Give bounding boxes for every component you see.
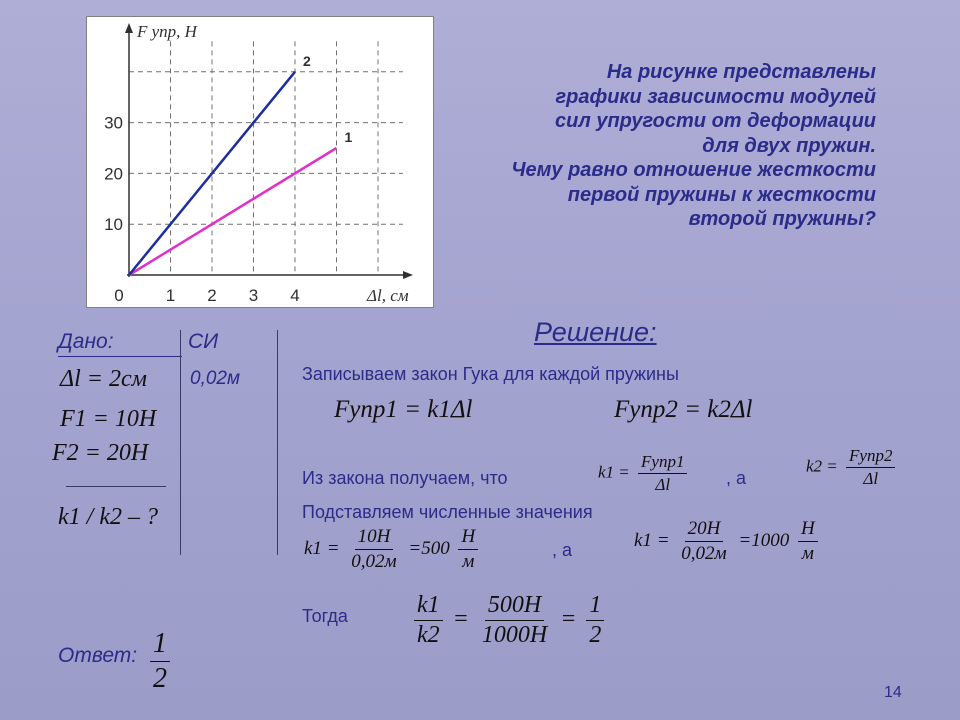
unit-denominator: м xyxy=(462,551,475,572)
fraction-numerator: k1 xyxy=(414,592,443,621)
step-derive: Из закона получаем, что xyxy=(302,468,508,488)
given-f1: F1 = 10Н xyxy=(60,406,157,432)
fraction-500-over-1000 xyxy=(479,592,550,649)
fraction-20h-over-002m xyxy=(678,518,729,565)
unit-numerator: Н xyxy=(458,526,478,550)
x-tick-label: 0 xyxy=(114,286,124,305)
unit-numerator: Н xyxy=(798,518,818,542)
k1-symbol: k1 xyxy=(304,537,322,559)
step-then: Тогда xyxy=(302,606,348,626)
calc-k2: k1 = $\frac{20Н}{0,02м}$ =1000 $\frac{Н}{м}$ xyxy=(634,518,822,565)
k2-symbol: k2 xyxy=(806,456,823,476)
si-label: СИ xyxy=(188,330,219,353)
y-tick-label: 30 xyxy=(104,113,123,133)
given-label: Дано: xyxy=(58,330,114,353)
question-line: Чему равно отношение жесткости xyxy=(511,159,876,181)
y-axis-arrow xyxy=(125,23,133,33)
question-line: для двух пружин. xyxy=(702,134,876,157)
final-ratio: $\frac{k1}{k2}$ = $\frac{500Н}{1000Н}$ = $\frac{1}{2}$ xyxy=(410,592,608,649)
fraction-numerator: 500Н xyxy=(485,592,544,621)
page-number: 14 xyxy=(884,684,902,701)
si-value: 0,02м xyxy=(190,368,241,389)
answer-fraction xyxy=(150,628,170,695)
x-axis-label: Δl, см xyxy=(367,286,409,305)
series-label: 1 xyxy=(344,129,353,145)
fraction-denominator: Δl xyxy=(655,475,671,494)
hooke-equation-1: Fупр1 = k1Δl xyxy=(334,396,473,423)
unit-fraction xyxy=(458,526,478,573)
y-tick-label: 10 xyxy=(104,215,123,235)
step-substitute: Подставляем численные значения xyxy=(302,502,593,522)
step-hooke-law: Записываем закон Гука для каждой пружины xyxy=(302,364,679,384)
fraction-one-half xyxy=(586,592,604,649)
fraction-k1-over-k2 xyxy=(414,592,443,649)
given-underline xyxy=(58,356,182,357)
fraction-numerator: 10Н xyxy=(355,526,394,550)
y-tick-label: 20 xyxy=(104,164,123,184)
fraction-f1-over-dl xyxy=(638,452,687,495)
force-deformation-chart xyxy=(87,17,433,307)
fraction-denominator: 0,02м xyxy=(351,551,397,572)
answer-value xyxy=(146,628,174,695)
question-line: графики зависимости модулей xyxy=(555,85,876,108)
unit-denominator: м xyxy=(801,543,814,564)
find-separator xyxy=(66,486,166,487)
x-tick-label: 1 xyxy=(165,286,176,305)
fraction-f2-over-dl xyxy=(846,446,895,489)
find-ratio: k1 / k2 – ? xyxy=(58,504,158,530)
given-delta-l: Δl = 2см xyxy=(60,366,147,392)
hooke-equation-2: Fупр2 = k2Δl xyxy=(614,396,753,423)
question-line: сил упругости от деформации xyxy=(555,110,876,132)
fraction-numerator: Fупр2 xyxy=(846,446,895,468)
fraction-denominator: Δl xyxy=(863,469,879,488)
series-line-2 xyxy=(129,72,295,275)
fraction-denominator: 1000Н xyxy=(481,622,548,648)
series-line-1 xyxy=(129,148,337,275)
fraction-numerator: 1 xyxy=(150,628,170,662)
result-value: 500 xyxy=(421,537,450,559)
x-tick-label: 4 xyxy=(290,286,300,305)
fraction-numerator: 20Н xyxy=(685,518,724,542)
fraction-denominator: 0,02м xyxy=(681,543,727,564)
fraction-numerator: Fупр1 xyxy=(638,452,687,474)
si-divider xyxy=(277,330,278,555)
fraction-denominator: 2 xyxy=(589,622,602,648)
result-value: 1000 xyxy=(751,529,790,551)
fraction-numerator: 1 xyxy=(586,592,604,621)
x-axis-arrow xyxy=(403,271,413,279)
unit-fraction xyxy=(798,518,818,565)
question-line: первой пружины к жесткости xyxy=(567,183,876,206)
formula-k1: k1 = $\frac{\text{Fупр1}}{\Delta l}$ xyxy=(598,452,691,495)
fraction-10h-over-002m xyxy=(348,526,399,573)
problem-statement xyxy=(440,60,876,232)
answer-label: Ответ: xyxy=(58,644,138,667)
calc-k1: k1 = $\frac{10Н}{0,02м}$ =500 $\frac{Н}{м}$ xyxy=(304,526,482,573)
conjunction-a: , а xyxy=(726,468,747,488)
question-line: На рисунке представлены xyxy=(606,61,876,83)
k1-symbol: k1 xyxy=(598,462,615,482)
k1-symbol: k1 xyxy=(634,529,652,551)
series-label: 2 xyxy=(303,52,311,69)
chart-panel xyxy=(86,16,434,308)
x-tick-label: 3 xyxy=(248,286,259,305)
fraction-denominator: k2 xyxy=(417,622,440,648)
x-tick-label: 2 xyxy=(207,286,217,305)
y-axis-label: F упр, Н xyxy=(137,22,197,41)
given-divider xyxy=(180,330,181,555)
fraction-denominator: 2 xyxy=(153,663,167,694)
given-f2: F2 = 20Н xyxy=(52,440,149,466)
formula-k2: k2 = $\frac{\text{Fупр2}}{\Delta l}$ xyxy=(806,446,899,489)
conjunction-a-2: , а xyxy=(552,540,573,560)
solution-title: Решение: xyxy=(534,317,657,347)
question-line: второй пружины? xyxy=(688,208,876,230)
